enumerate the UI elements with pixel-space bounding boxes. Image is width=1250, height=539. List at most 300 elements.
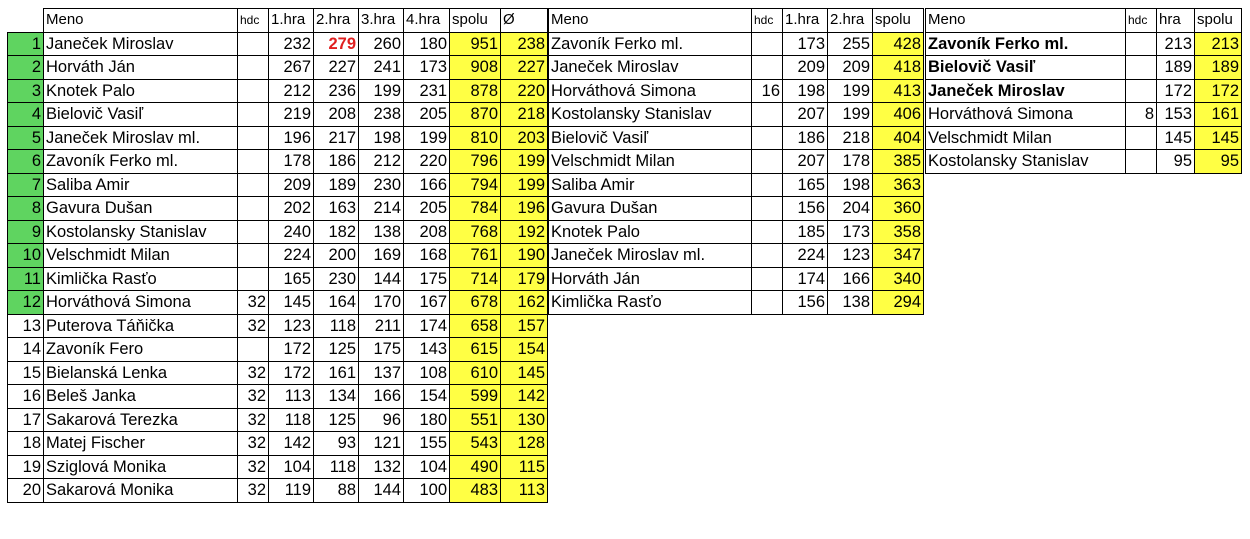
game4-cell: 154 — [404, 385, 450, 409]
column-header: Meno — [44, 9, 238, 33]
total-cell: 658 — [450, 314, 501, 338]
table-row — [549, 291, 924, 315]
column-header: 1.hra — [269, 9, 314, 33]
hdc-cell — [752, 291, 783, 315]
game3-cell: 175 — [359, 338, 404, 362]
table-row — [926, 79, 1242, 103]
game1-cell: 212 — [269, 79, 314, 103]
column-header: 4.hra — [404, 9, 450, 33]
game2-cell: 209 — [828, 56, 873, 80]
total-cell: 213 — [1195, 32, 1242, 56]
total-cell: 189 — [1195, 56, 1242, 80]
hdc-cell: 16 — [752, 79, 783, 103]
hdc-cell: 32 — [238, 408, 269, 432]
column-header: 1.hra — [783, 9, 828, 33]
column-header: hdc — [238, 9, 269, 33]
total-cell: 951 — [450, 32, 501, 56]
game1-cell: 202 — [269, 197, 314, 221]
game4-cell: 205 — [404, 103, 450, 127]
game2-cell: 88 — [314, 479, 359, 503]
game4-cell: 108 — [404, 361, 450, 385]
table-row — [8, 408, 548, 432]
total-cell: 794 — [450, 173, 501, 197]
table-row — [549, 267, 924, 291]
rank-cell: 15 — [8, 361, 44, 385]
hdc-cell — [752, 126, 783, 150]
name-cell: Zavoník Ferko ml. — [549, 32, 752, 56]
hdc-cell — [238, 173, 269, 197]
total-cell: 294 — [873, 291, 924, 315]
total-cell: 610 — [450, 361, 501, 385]
game3-cell: 121 — [359, 432, 404, 456]
hdc-cell — [752, 103, 783, 127]
name-cell: Bielovič Vasiľ — [926, 56, 1126, 80]
name-cell: Kostolansky Stanislav — [549, 103, 752, 127]
hdc-cell — [238, 103, 269, 127]
total-cell: 413 — [873, 79, 924, 103]
table-row — [549, 244, 924, 268]
name-cell: Horváthová Simona — [549, 79, 752, 103]
rank-cell: 20 — [8, 479, 44, 503]
game1-cell: 156 — [783, 197, 828, 221]
average-cell: 154 — [501, 338, 548, 362]
total-cell: 363 — [873, 173, 924, 197]
game1-cell: 196 — [269, 126, 314, 150]
average-cell: 179 — [501, 267, 548, 291]
game2-cell: 208 — [314, 103, 359, 127]
name-cell: Knotek Palo — [44, 79, 238, 103]
table-row — [926, 32, 1242, 56]
hdc-cell: 32 — [238, 291, 269, 315]
total-cell: 404 — [873, 126, 924, 150]
name-cell: Velschmidt Milan — [926, 126, 1126, 150]
game4-cell: 175 — [404, 267, 450, 291]
name-cell: Zavoník Ferko ml. — [44, 150, 238, 174]
name-cell: Janeček Miroslav ml. — [549, 244, 752, 268]
name-cell: Saliba Amir — [44, 173, 238, 197]
table-row — [8, 220, 548, 244]
hdc-cell — [752, 197, 783, 221]
average-cell: 199 — [501, 173, 548, 197]
game3-cell: 199 — [359, 79, 404, 103]
name-cell: Sakarová Terezka — [44, 408, 238, 432]
average-cell: 227 — [501, 56, 548, 80]
hdc-cell — [1126, 79, 1157, 103]
game2-cell: 189 — [314, 173, 359, 197]
column-header: hdc — [752, 9, 783, 33]
game2-cell: 255 — [828, 32, 873, 56]
game-cell: 213 — [1157, 32, 1195, 56]
total-cell: 551 — [450, 408, 501, 432]
total-cell: 870 — [450, 103, 501, 127]
rank-cell: 5 — [8, 126, 44, 150]
total-cell: 784 — [450, 197, 501, 221]
average-cell: 145 — [501, 361, 548, 385]
game3-cell: 138 — [359, 220, 404, 244]
game2-cell: 199 — [828, 79, 873, 103]
total-cell: 428 — [873, 32, 924, 56]
average-cell: 192 — [501, 220, 548, 244]
name-cell: Gavura Dušan — [549, 197, 752, 221]
game3-cell: 211 — [359, 314, 404, 338]
game1-cell: 209 — [269, 173, 314, 197]
results-table-1-game — [925, 8, 1242, 174]
game2-cell: 164 — [314, 291, 359, 315]
column-header: 3.hra — [359, 9, 404, 33]
table-row — [8, 150, 548, 174]
game1-cell: 178 — [269, 150, 314, 174]
game2-cell: 166 — [828, 267, 873, 291]
game1-cell: 156 — [783, 291, 828, 315]
total-cell: 161 — [1195, 103, 1242, 127]
table-row — [549, 150, 924, 174]
total-cell: 878 — [450, 79, 501, 103]
hdc-cell: 32 — [238, 479, 269, 503]
total-cell: 768 — [450, 220, 501, 244]
game2-cell: 173 — [828, 220, 873, 244]
average-cell: 218 — [501, 103, 548, 127]
name-cell: Horváthová Simona — [44, 291, 238, 315]
hdc-cell — [238, 126, 269, 150]
name-cell: Bielanská Lenka — [44, 361, 238, 385]
game1-cell: 186 — [783, 126, 828, 150]
name-cell: Kimlička Rasťo — [44, 267, 238, 291]
rank-cell: 14 — [8, 338, 44, 362]
game4-cell: 180 — [404, 32, 450, 56]
game2-cell: 182 — [314, 220, 359, 244]
rank-cell: 19 — [8, 455, 44, 479]
game-cell: 95 — [1157, 150, 1195, 174]
game1-cell: 185 — [783, 220, 828, 244]
results-table-4-games — [7, 8, 548, 503]
column-header: spolu — [873, 9, 924, 33]
game2-cell: 198 — [828, 173, 873, 197]
rank-cell: 11 — [8, 267, 44, 291]
table-row — [549, 32, 924, 56]
hdc-cell — [752, 173, 783, 197]
game1-cell: 145 — [269, 291, 314, 315]
name-cell: Horváth Ján — [44, 56, 238, 80]
game1-cell: 209 — [783, 56, 828, 80]
game4-cell: 167 — [404, 291, 450, 315]
game-cell: 153 — [1157, 103, 1195, 127]
game4-cell: 180 — [404, 408, 450, 432]
average-cell: 220 — [501, 79, 548, 103]
rank-cell: 1 — [8, 32, 44, 56]
game2-cell: 138 — [828, 291, 873, 315]
rank-cell: 16 — [8, 385, 44, 409]
game3-cell: 212 — [359, 150, 404, 174]
rank-cell: 13 — [8, 314, 44, 338]
game1-cell: 224 — [783, 244, 828, 268]
game2-cell: 186 — [314, 150, 359, 174]
hdc-cell — [752, 150, 783, 174]
column-header: Meno — [549, 9, 752, 33]
game1-cell: 119 — [269, 479, 314, 503]
name-cell: Puterova Táňička — [44, 314, 238, 338]
total-cell: 385 — [873, 150, 924, 174]
game3-cell: 96 — [359, 408, 404, 432]
game1-cell: 172 — [269, 338, 314, 362]
hdc-cell — [238, 267, 269, 291]
game2-cell: 163 — [314, 197, 359, 221]
hdc-cell — [238, 56, 269, 80]
table-row — [926, 126, 1242, 150]
average-cell: 190 — [501, 244, 548, 268]
table-row — [549, 197, 924, 221]
average-cell: 115 — [501, 455, 548, 479]
table-row — [549, 56, 924, 80]
hdc-cell: 32 — [238, 314, 269, 338]
game1-cell: 207 — [783, 103, 828, 127]
hdc-cell — [1126, 126, 1157, 150]
game2-cell: 118 — [314, 455, 359, 479]
total-cell: 908 — [450, 56, 501, 80]
table-row — [549, 173, 924, 197]
name-cell: Janeček Miroslav — [44, 32, 238, 56]
table-row — [8, 385, 548, 409]
total-cell: 761 — [450, 244, 501, 268]
average-cell: 142 — [501, 385, 548, 409]
rank-cell: 2 — [8, 56, 44, 80]
hdc-cell — [238, 244, 269, 268]
total-cell: 172 — [1195, 79, 1242, 103]
table-row — [8, 314, 548, 338]
table-row — [926, 150, 1242, 174]
game2-cell: 236 — [314, 79, 359, 103]
game1-cell: 165 — [269, 267, 314, 291]
game2-cell: 200 — [314, 244, 359, 268]
table-row — [8, 479, 548, 503]
game1-cell: 173 — [783, 32, 828, 56]
hdc-cell: 32 — [238, 361, 269, 385]
name-cell: Janeček Miroslav — [549, 56, 752, 80]
game1-cell: 172 — [269, 361, 314, 385]
game-cell: 145 — [1157, 126, 1195, 150]
hdc-cell — [238, 32, 269, 56]
table-row — [8, 126, 548, 150]
game4-cell: 104 — [404, 455, 450, 479]
game3-cell: 144 — [359, 479, 404, 503]
name-cell: Beleš Janka — [44, 385, 238, 409]
hdc-cell — [238, 197, 269, 221]
table-row — [926, 56, 1242, 80]
rank-cell: 12 — [8, 291, 44, 315]
total-cell: 796 — [450, 150, 501, 174]
average-cell: 199 — [501, 150, 548, 174]
game3-cell: 241 — [359, 56, 404, 80]
game2-cell: 161 — [314, 361, 359, 385]
game1-cell: 198 — [783, 79, 828, 103]
table-row — [549, 126, 924, 150]
average-cell: 203 — [501, 126, 548, 150]
table-row — [549, 220, 924, 244]
game1-cell: 118 — [269, 408, 314, 432]
game3-cell: 260 — [359, 32, 404, 56]
game3-cell: 144 — [359, 267, 404, 291]
name-cell: Knotek Palo — [549, 220, 752, 244]
game1-cell: 240 — [269, 220, 314, 244]
game1-cell: 207 — [783, 150, 828, 174]
game3-cell: 214 — [359, 197, 404, 221]
total-cell: 599 — [450, 385, 501, 409]
game2-cell: 134 — [314, 385, 359, 409]
name-cell: Sakarová Monika — [44, 479, 238, 503]
rank-cell: 18 — [8, 432, 44, 456]
game4-cell: 173 — [404, 56, 450, 80]
name-cell: Matej Fischer — [44, 432, 238, 456]
game4-cell: 155 — [404, 432, 450, 456]
column-header: Ø — [501, 9, 548, 33]
game4-cell: 205 — [404, 197, 450, 221]
name-cell: Kostolansky Stanislav — [44, 220, 238, 244]
total-cell: 340 — [873, 267, 924, 291]
hdc-cell — [1126, 32, 1157, 56]
game2-cell: 227 — [314, 56, 359, 80]
name-cell: Kimlička Rasťo — [549, 291, 752, 315]
rank-cell: 10 — [8, 244, 44, 268]
hdc-cell — [752, 32, 783, 56]
hdc-cell — [238, 150, 269, 174]
rank-cell: 9 — [8, 220, 44, 244]
hdc-cell — [752, 244, 783, 268]
game-cell: 189 — [1157, 56, 1195, 80]
total-cell: 810 — [450, 126, 501, 150]
game3-cell: 238 — [359, 103, 404, 127]
table-row — [8, 244, 548, 268]
total-cell: 418 — [873, 56, 924, 80]
column-header: spolu — [450, 9, 501, 33]
table-row — [8, 432, 548, 456]
name-cell: Zavoník Ferko ml. — [926, 32, 1126, 56]
game4-cell: 174 — [404, 314, 450, 338]
hdc-cell — [752, 56, 783, 80]
total-cell: 543 — [450, 432, 501, 456]
game4-cell: 100 — [404, 479, 450, 503]
total-cell: 714 — [450, 267, 501, 291]
rank-cell: 8 — [8, 197, 44, 221]
name-cell: Janeček Miroslav — [926, 79, 1126, 103]
table-row — [8, 338, 548, 362]
hdc-cell — [1126, 56, 1157, 80]
game3-cell: 169 — [359, 244, 404, 268]
name-cell: Janeček Miroslav ml. — [44, 126, 238, 150]
hdc-cell: 32 — [238, 385, 269, 409]
game1-cell: 219 — [269, 103, 314, 127]
game3-cell: 166 — [359, 385, 404, 409]
game2-cell: 279 — [314, 32, 359, 56]
game3-cell: 170 — [359, 291, 404, 315]
game2-cell: 199 — [828, 103, 873, 127]
table-row — [8, 267, 548, 291]
total-cell: 360 — [873, 197, 924, 221]
total-cell: 347 — [873, 244, 924, 268]
total-cell: 615 — [450, 338, 501, 362]
game1-cell: 224 — [269, 244, 314, 268]
game2-cell: 123 — [828, 244, 873, 268]
table-row — [8, 103, 548, 127]
average-cell: 238 — [501, 32, 548, 56]
average-cell: 157 — [501, 314, 548, 338]
game1-cell: 174 — [783, 267, 828, 291]
column-header: hra — [1157, 9, 1195, 33]
name-cell: Horváthová Simona — [926, 103, 1126, 127]
hdc-cell — [238, 338, 269, 362]
game2-cell: 178 — [828, 150, 873, 174]
hdc-cell — [238, 79, 269, 103]
hdc-cell: 32 — [238, 455, 269, 479]
name-cell: Bielovič Vasiľ — [549, 126, 752, 150]
name-cell: Saliba Amir — [549, 173, 752, 197]
average-cell: 130 — [501, 408, 548, 432]
game2-cell: 118 — [314, 314, 359, 338]
rank-cell: 6 — [8, 150, 44, 174]
game1-cell: 104 — [269, 455, 314, 479]
game1-cell: 113 — [269, 385, 314, 409]
table-row — [8, 291, 548, 315]
results-table-2-games — [548, 8, 924, 315]
game2-cell: 218 — [828, 126, 873, 150]
game1-cell: 123 — [269, 314, 314, 338]
rank-cell: 3 — [8, 79, 44, 103]
column-header: 2.hra — [828, 9, 873, 33]
game4-cell: 220 — [404, 150, 450, 174]
game3-cell: 137 — [359, 361, 404, 385]
game3-cell: 132 — [359, 455, 404, 479]
total-cell: 358 — [873, 220, 924, 244]
game4-cell: 208 — [404, 220, 450, 244]
table-row — [8, 455, 548, 479]
game4-cell: 199 — [404, 126, 450, 150]
game4-cell: 231 — [404, 79, 450, 103]
table-row — [8, 361, 548, 385]
total-cell: 490 — [450, 455, 501, 479]
game1-cell: 232 — [269, 32, 314, 56]
name-cell: Horváth Ján — [549, 267, 752, 291]
name-cell: Velschmidt Milan — [44, 244, 238, 268]
average-cell: 196 — [501, 197, 548, 221]
game2-cell: 230 — [314, 267, 359, 291]
table-row — [8, 56, 548, 80]
total-cell: 145 — [1195, 126, 1242, 150]
name-cell: Kostolansky Stanislav — [926, 150, 1126, 174]
table-row — [8, 197, 548, 221]
average-cell: 128 — [501, 432, 548, 456]
table-row — [549, 103, 924, 127]
name-cell: Zavoník Fero — [44, 338, 238, 362]
column-header: Meno — [926, 9, 1126, 33]
table-row — [549, 79, 924, 103]
game4-cell: 143 — [404, 338, 450, 362]
game1-cell: 267 — [269, 56, 314, 80]
game3-cell: 198 — [359, 126, 404, 150]
name-cell: Gavura Dušan — [44, 197, 238, 221]
table-row — [8, 173, 548, 197]
column-header: 2.hra — [314, 9, 359, 33]
table-row — [8, 32, 548, 56]
total-cell: 678 — [450, 291, 501, 315]
game2-cell: 93 — [314, 432, 359, 456]
total-cell: 95 — [1195, 150, 1242, 174]
game2-cell: 204 — [828, 197, 873, 221]
game4-cell: 168 — [404, 244, 450, 268]
name-cell: Velschmidt Milan — [549, 150, 752, 174]
hdc-cell — [238, 220, 269, 244]
hdc-cell: 8 — [1126, 103, 1157, 127]
game1-cell: 142 — [269, 432, 314, 456]
game-cell: 172 — [1157, 79, 1195, 103]
rank-cell: 7 — [8, 173, 44, 197]
